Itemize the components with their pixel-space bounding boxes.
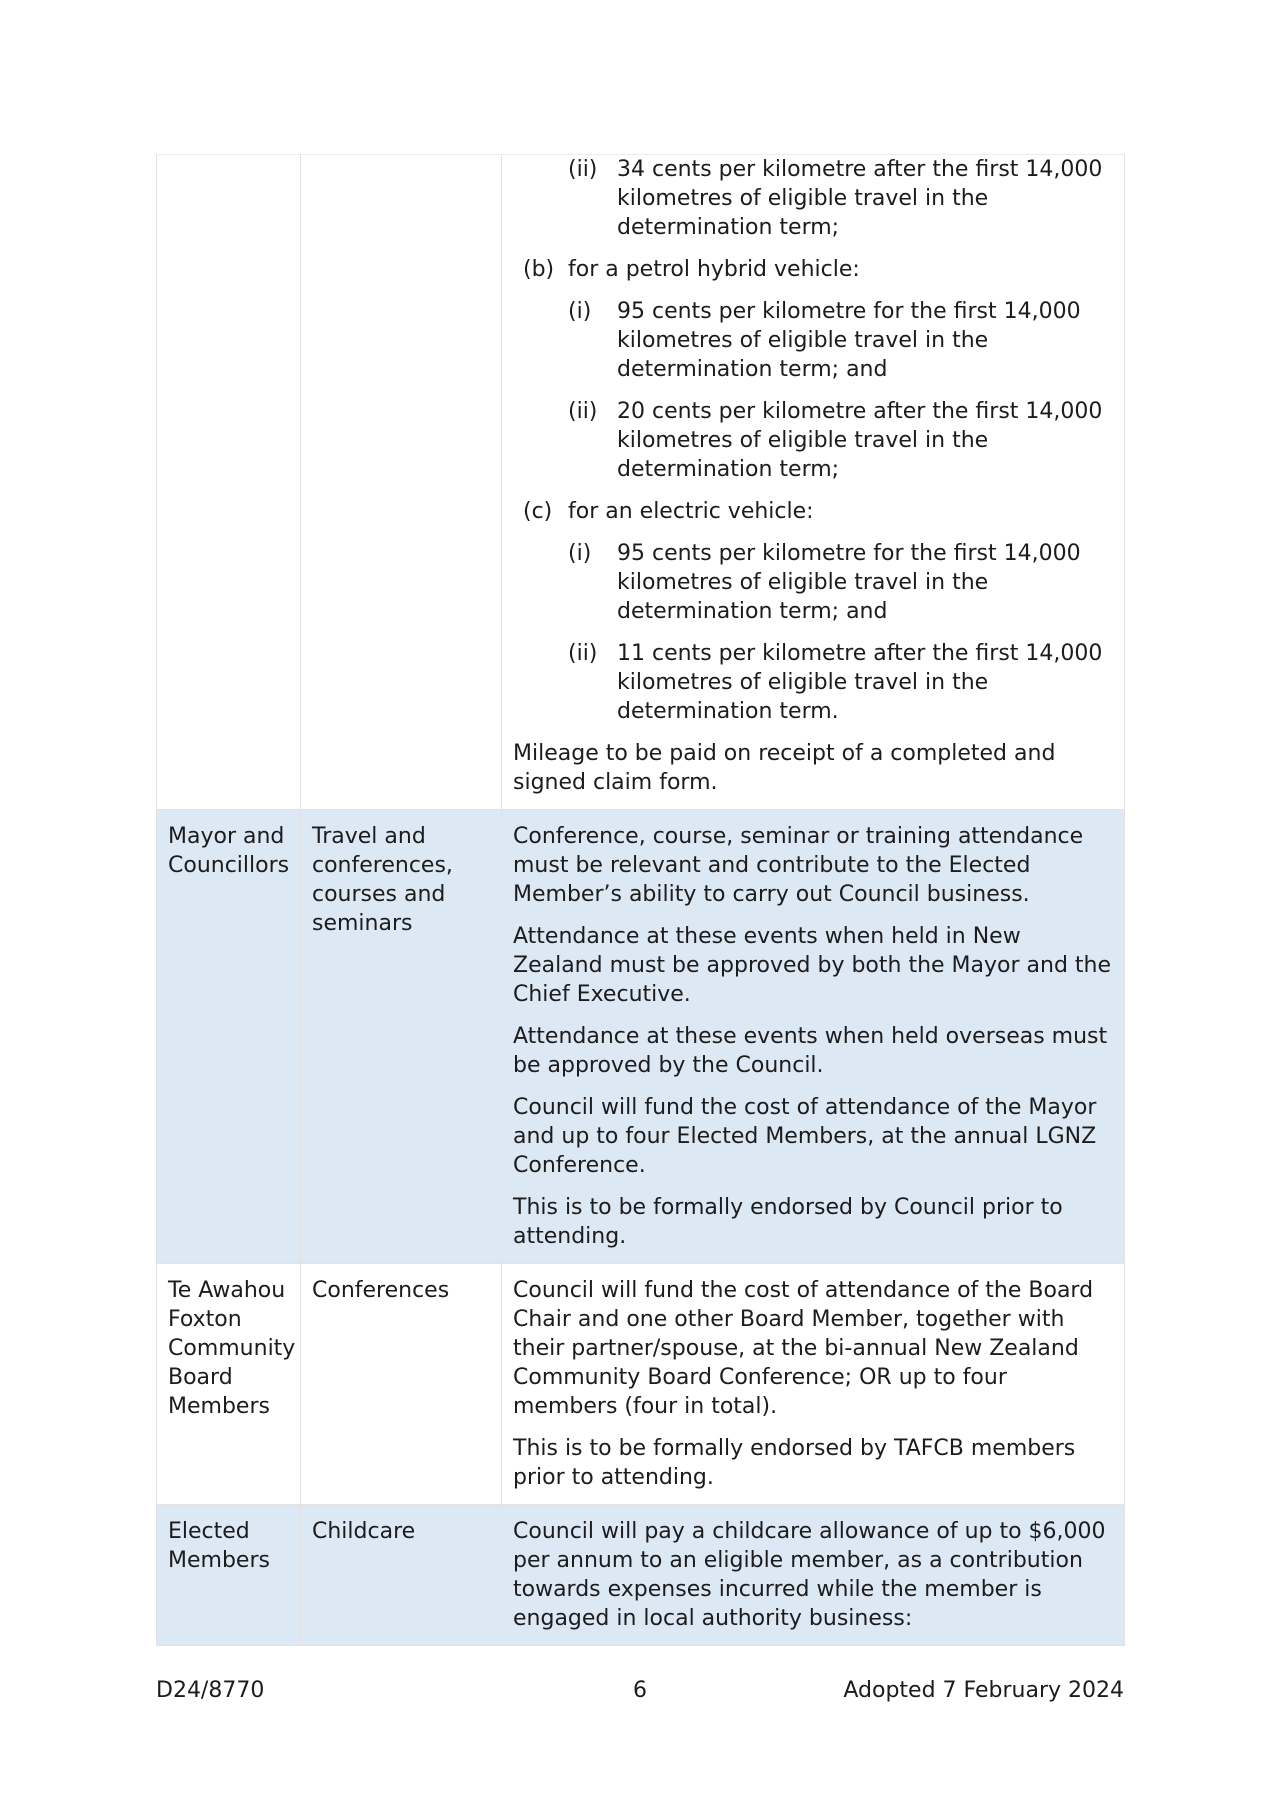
list-item <box>513 539 1113 626</box>
page-number: 6 <box>633 1678 647 1703</box>
who-cell <box>157 155 301 810</box>
list-item <box>513 397 1113 484</box>
details-cell <box>502 1505 1125 1646</box>
list-item <box>513 155 1113 242</box>
allowances-table <box>156 154 1125 1646</box>
list-item-text: for a petrol hybrid vehicle: <box>568 257 860 282</box>
list-item-text: 11 cents per kilometre after the first 14,000 kilometres of eligible travel in the determination term. <box>617 641 1103 724</box>
list-marker: (ii) <box>568 157 598 182</box>
list-marker: (c) <box>523 499 553 524</box>
list-marker: (i) <box>568 541 592 566</box>
details-cell <box>502 1264 1125 1505</box>
list-item-text: for an electric vehicle: <box>568 499 814 524</box>
who-cell: Mayor and Councillors <box>157 810 301 1264</box>
item-cell: Travel and conferences, courses and seminars <box>301 810 502 1264</box>
list-item <box>513 255 1113 284</box>
list-item <box>513 639 1113 726</box>
page-footer <box>156 1676 1124 1706</box>
item-cell: Conferences <box>301 1264 502 1505</box>
paragraph: Council will pay a childcare allowance of up to $6,000 per annum to an eligible member, as a contribution towards expenses incurred while the member is engaged in local authority business: <box>513 1519 1106 1631</box>
details-cell <box>502 155 1125 810</box>
item-cell <box>301 155 502 810</box>
list-item-text: 20 cents per kilometre after the first 14,000 kilometres of eligible travel in the determination term; <box>617 399 1103 482</box>
paragraph: This is to be formally endorsed by TAFCB members prior to attending. <box>513 1436 1076 1490</box>
paragraph: Council will fund the cost of attendance of the Board Chair and one other Board Member, together with their partner/spouse, at the bi-annual New Zealand Community Board Conference; OR up to four members (four in total). <box>513 1278 1094 1419</box>
list-marker: (ii) <box>568 641 598 666</box>
list-item <box>513 497 1113 526</box>
list-item-text: 95 cents per kilometre for the first 14,000 kilometres of eligible travel in the determination term; and <box>617 299 1081 382</box>
list-item <box>513 297 1113 384</box>
item-cell: Childcare <box>301 1505 502 1646</box>
table-row <box>157 155 1125 810</box>
list-item-text: 34 cents per kilometre after the first 14,000 kilometres of eligible travel in the determination term; <box>617 157 1103 240</box>
list-marker: (i) <box>568 299 592 324</box>
table-row <box>157 810 1125 1264</box>
who-cell: Elected Members <box>157 1505 301 1646</box>
who-cell: Te Awahou Foxton Community Board Members <box>157 1264 301 1505</box>
details-cell <box>502 810 1125 1264</box>
list-marker: (b) <box>523 257 555 282</box>
list-item-text: 95 cents per kilometre for the first 14,000 kilometres of eligible travel in the determination term; and <box>617 541 1081 624</box>
paragraph: This is to be formally endorsed by Council prior to attending. <box>513 1195 1063 1249</box>
paragraph: Attendance at these events when held in New Zealand must be approved by both the Mayor and the Chief Executive. <box>513 924 1112 1007</box>
paragraph: Attendance at these events when held overseas must be approved by the Council. <box>513 1024 1108 1078</box>
closing-paragraph: Mileage to be paid on receipt of a completed and signed claim form. <box>513 741 1056 795</box>
list-marker: (ii) <box>568 399 598 424</box>
adopted-date: Adopted 7 February 2024 <box>843 1678 1124 1703</box>
paragraph: Council will fund the cost of attendance of the Mayor and up to four Elected Members, at the annual LGNZ Conference. <box>513 1095 1097 1178</box>
document-reference: D24/8770 <box>156 1678 265 1703</box>
paragraph: Conference, course, seminar or training attendance must be relevant and contribute to the Elected Member’s ability to carry out Council business. <box>513 824 1084 907</box>
table-row <box>157 1264 1125 1505</box>
table-row <box>157 1505 1125 1646</box>
